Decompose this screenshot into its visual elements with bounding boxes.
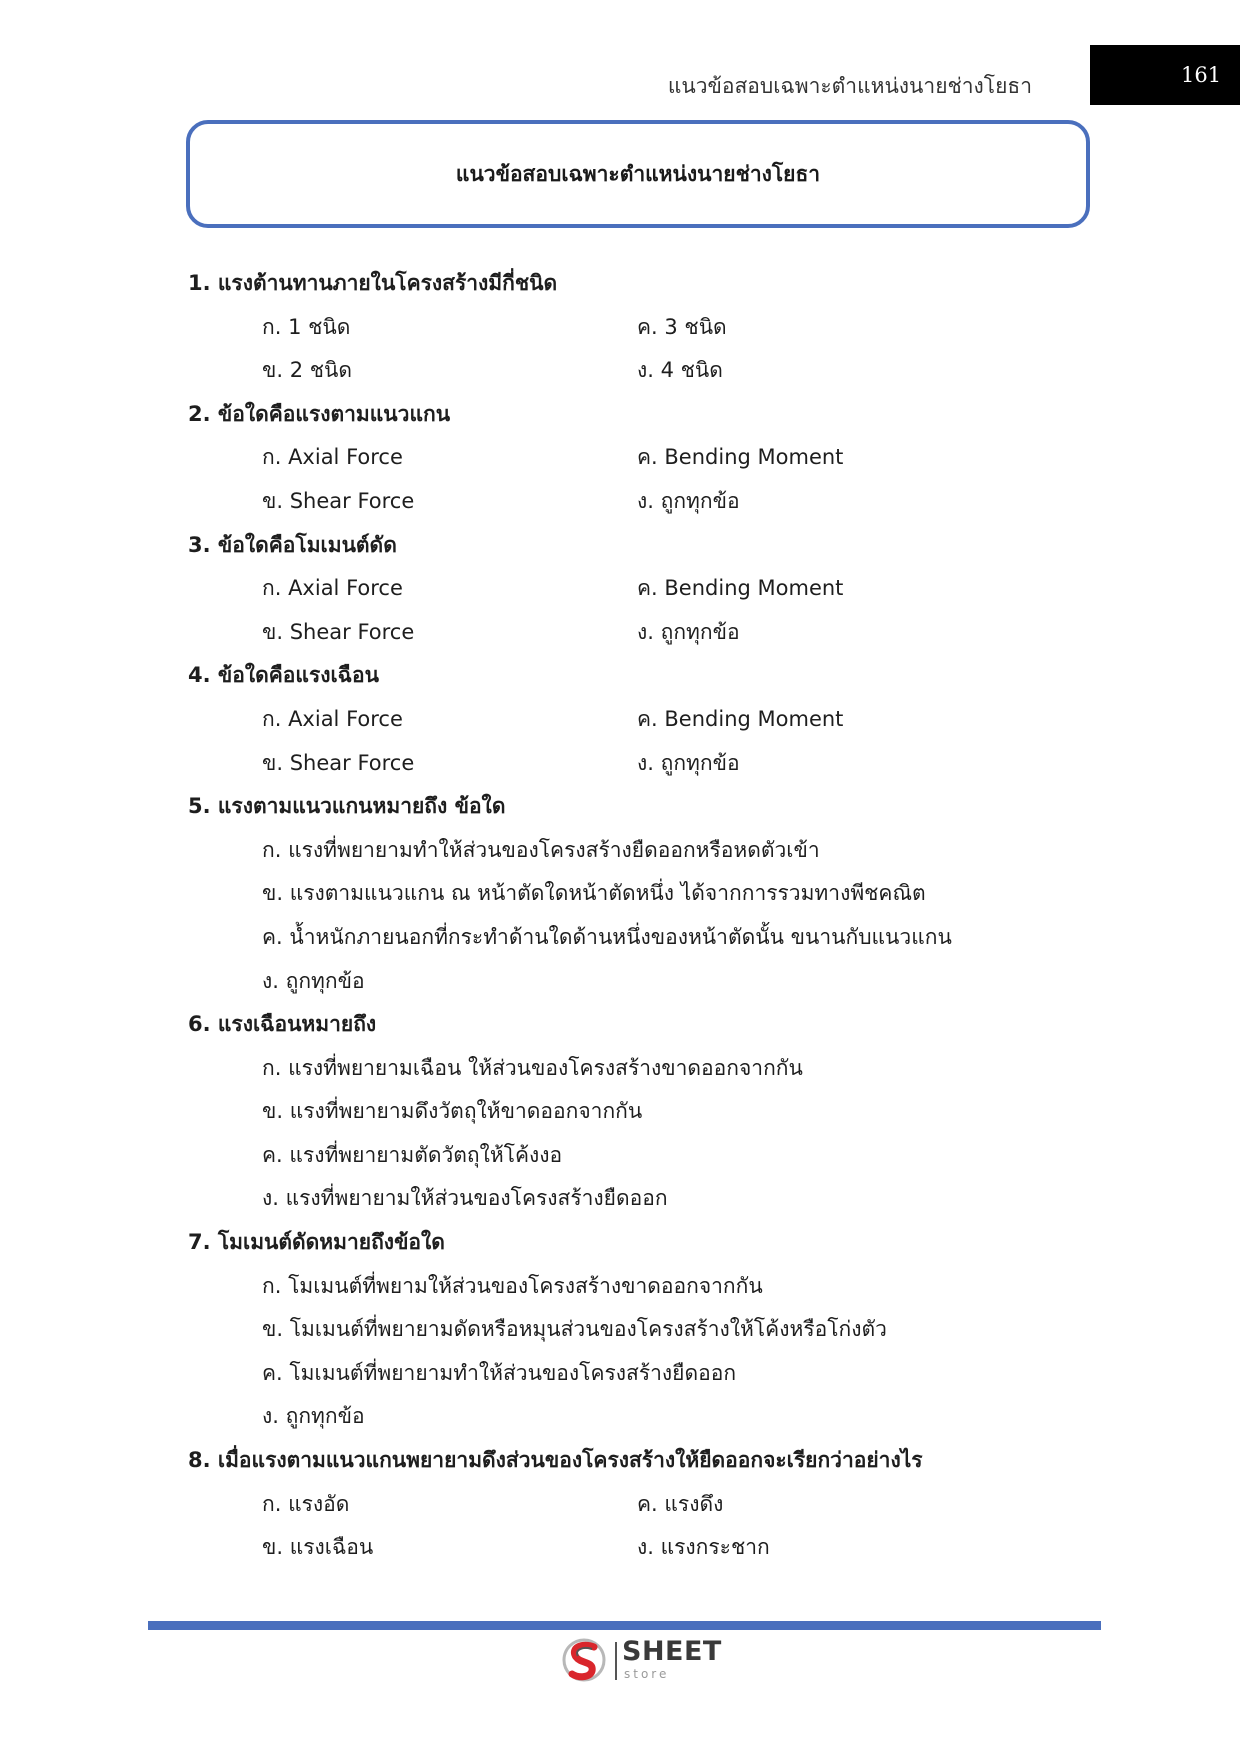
choice: ก. Axial Force: [262, 445, 403, 470]
sheet-store-logo: [562, 1636, 722, 1686]
choice-row: [188, 1352, 1148, 1396]
page-number: 161: [1090, 45, 1240, 105]
question-text: 2. ข้อใดคือแรงตามแนวแกน: [188, 401, 451, 426]
choice: ค. น้ำหนักภายนอกที่กระทำด้านใดด้านหนึ่งของหน้าตัดนั้น ขนานกับแนวแกน: [262, 924, 952, 949]
choice: ง. ถูกทุกข้อ: [637, 750, 740, 775]
title-box: [186, 120, 1090, 228]
choice-row: [188, 829, 1148, 873]
choice-row: [188, 1483, 1148, 1527]
choice-row: [188, 872, 1148, 916]
choice: ก. Axial Force: [262, 576, 403, 601]
choice: ง. ถูกทุกข้อ: [262, 1404, 365, 1429]
choice-row: [188, 698, 1148, 742]
choice: ค. แรงดึง: [637, 1491, 724, 1516]
choice-row: [188, 1308, 1148, 1352]
running-header: แนวข้อสอบเฉพาะตำแหน่งนายช่างโยธา: [667, 74, 1032, 98]
choice: ง. ถูกทุกข้อ: [637, 619, 740, 644]
choice-row: [188, 567, 1148, 611]
choice-row: [188, 480, 1148, 524]
logo-separator: [615, 1642, 617, 1680]
choice: ก. โมเมนต์ที่พยามให้ส่วนของโครงสร้างขาดออกจากกัน: [262, 1273, 763, 1298]
choice: ก. แรงอัด: [262, 1491, 350, 1516]
choice-row: [188, 306, 1148, 350]
choice: ข. แรงที่พยายามดึงวัตถุให้ขาดออกจากกัน: [262, 1099, 643, 1124]
choice: ง. แรงที่พยายามให้ส่วนของโครงสร้างยืดออก: [262, 1186, 668, 1211]
choice: ข. Shear Force: [262, 488, 415, 513]
question-text: 6. แรงเฉือนหมายถึง: [188, 1012, 377, 1037]
choice: ก. Axial Force: [262, 706, 403, 731]
question-text: 8. เมื่อแรงตามแนวแกนพยายามดึงส่วนของโครงสร้างให้ยืดออกจะเรียกว่าอย่างไร: [188, 1448, 923, 1473]
choice: ข. แรงเฉือน: [262, 1535, 374, 1560]
choice: ข. แรงตามแนวแกน ณ หน้าตัดใดหน้าตัดหนึ่ง ได้จากการรวมทางพีชคณิต: [262, 881, 926, 906]
choice-row: [188, 1177, 1148, 1221]
choice-row: [188, 1395, 1148, 1439]
choice: ค. Bending Moment: [637, 576, 844, 601]
choice: ง. แรงกระชาก: [637, 1535, 770, 1560]
choice-row: [188, 436, 1148, 480]
choice-row: [188, 960, 1148, 1004]
choice: ค. Bending Moment: [637, 706, 844, 731]
question-text: 5. แรงตามแนวแกนหมายถึง ข้อใด: [188, 794, 506, 819]
choice-row: [188, 1047, 1148, 1091]
choice-row: [188, 1090, 1148, 1134]
choice: ง. 4 ชนิด: [637, 358, 723, 383]
question-list: [188, 262, 1148, 1570]
question-text: 1. แรงต้านทานภายในโครงสร้างมีกี่ชนิด: [188, 271, 558, 295]
choice: ง. ถูกทุกข้อ: [637, 488, 740, 513]
choice-row: [188, 1134, 1148, 1178]
choice: ข. Shear Force: [262, 619, 415, 644]
choice: ก. 1 ชนิด: [262, 314, 351, 339]
choice: ค. แรงที่พยายามตัดวัตถุให้โค้งงอ: [262, 1142, 563, 1167]
title-text: แนวข้อสอบเฉพาะตำแหน่งนายช่างโยธา: [455, 161, 821, 186]
choice-row: [188, 611, 1148, 655]
choice-row: [188, 742, 1148, 786]
choice: ค. โมเมนต์ที่พยายามทำให้ส่วนของโครงสร้างยืดออก: [262, 1360, 737, 1385]
choice: ข. โมเมนต์ที่พยายามดัดหรือหมุนส่วนของโครงสร้างให้โค้งหรือโก่งตัว: [262, 1317, 887, 1342]
logo-text: SHEET: [622, 1636, 722, 1667]
choice: ค. Bending Moment: [637, 445, 844, 470]
choice: ก. แรงที่พยายามทำให้ส่วนของโครงสร้างยืดออกหรือหดตัวเข้า: [262, 837, 820, 862]
choice-row: [188, 1526, 1148, 1570]
choice: ก. แรงที่พยายามเฉือน ให้ส่วนของโครงสร้างขาดออกจากกัน: [262, 1055, 803, 1080]
sheet-store-logo-icon: [562, 1636, 608, 1684]
question-text: 3. ข้อใดคือโมเมนต์ดัด: [188, 532, 397, 557]
choice-row: [188, 349, 1148, 393]
question-text: 4. ข้อใดคือแรงเฉือน: [188, 663, 379, 688]
footer-divider: [148, 1621, 1101, 1630]
question-text: 7. โมเมนต์ดัดหมายถึงข้อใด: [188, 1230, 445, 1255]
choice-row: [188, 916, 1148, 960]
logo-subtext: store: [624, 1667, 670, 1681]
choice: ข. Shear Force: [262, 750, 415, 775]
choice-row: [188, 1265, 1148, 1309]
choice: ข. 2 ชนิด: [262, 358, 352, 383]
choice: ง. ถูกทุกข้อ: [262, 968, 365, 993]
choice: ค. 3 ชนิด: [637, 314, 727, 339]
